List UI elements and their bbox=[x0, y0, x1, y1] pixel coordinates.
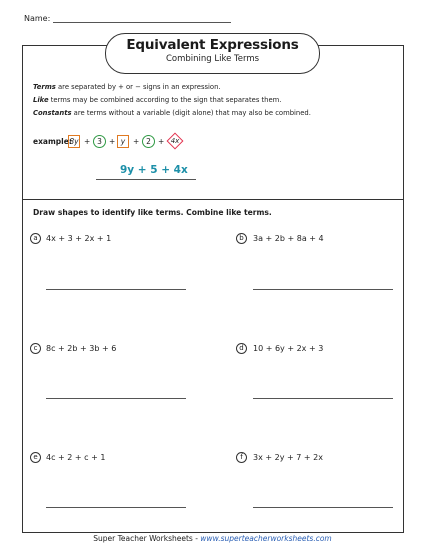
rule-term: Like bbox=[33, 96, 49, 104]
answer-line[interactable] bbox=[46, 289, 186, 290]
problem-letter-badge: b bbox=[236, 233, 247, 244]
answer-line[interactable] bbox=[253, 398, 393, 399]
name-label: Name: bbox=[24, 14, 51, 23]
problem-expression: 10 + 6y + 2x + 3 bbox=[253, 344, 324, 353]
circle-term: 3 bbox=[93, 135, 106, 148]
problem-expression: 3a + 2b + 8a + 4 bbox=[253, 234, 324, 243]
answer-line[interactable] bbox=[253, 289, 393, 290]
plus-sign: + bbox=[133, 137, 140, 146]
rule-text: terms may be combined according to the sign that separates them. bbox=[48, 96, 282, 104]
plus-sign: + bbox=[84, 137, 91, 146]
diamond-term: 4x bbox=[170, 137, 180, 145]
answer-line[interactable] bbox=[46, 507, 186, 508]
problem-expression: 4c + 2 + c + 1 bbox=[46, 453, 106, 462]
footer bbox=[0, 534, 425, 543]
worksheet-title: Equivalent Expressions bbox=[126, 37, 299, 53]
instructions: Draw shapes to identify like terms. Combine like terms. bbox=[33, 208, 272, 217]
answer-line bbox=[96, 179, 196, 180]
name-input-line[interactable] bbox=[53, 14, 231, 23]
square-term: 8y bbox=[69, 137, 79, 146]
problem-expression: 8c + 2b + 3b + 6 bbox=[46, 344, 117, 353]
problem-letter-badge: e bbox=[30, 452, 41, 463]
plus-sign: + bbox=[109, 137, 116, 146]
problem-letter-badge: c bbox=[30, 343, 41, 354]
problem-letter-badge: d bbox=[236, 343, 247, 354]
example-answer: 9y + 5 + 4x bbox=[120, 164, 188, 176]
footer-link[interactable]: www.superteacherworksheets.com bbox=[200, 534, 332, 543]
rule-term: Constants bbox=[33, 109, 72, 117]
answer-line[interactable] bbox=[253, 507, 393, 508]
rule-text: are terms without a variable (digit alone) that may also be combined. bbox=[71, 109, 311, 117]
answer-line[interactable] bbox=[46, 398, 186, 399]
rule-text: are separated by + or − signs in an expression. bbox=[55, 83, 221, 91]
rule-like bbox=[33, 96, 281, 104]
rule-constants bbox=[33, 109, 311, 117]
problem-letter-badge: a bbox=[30, 233, 41, 244]
plus-sign: + bbox=[158, 137, 165, 146]
problem-expression: 4x + 3 + 2x + 1 bbox=[46, 234, 112, 243]
square-term: y bbox=[117, 135, 129, 148]
title-box bbox=[105, 33, 320, 74]
problem-expression: 3x + 2y + 7 + 2x bbox=[253, 453, 323, 462]
circle-term: 2 bbox=[142, 135, 155, 148]
section-divider bbox=[22, 199, 404, 200]
problem-letter-badge: f bbox=[236, 452, 247, 463]
rule-term: Terms bbox=[33, 83, 56, 91]
worksheet-subtitle: Combining Like Terms bbox=[165, 54, 260, 64]
footer-text: Super Teacher Worksheets - bbox=[93, 534, 201, 543]
rule-terms bbox=[33, 83, 221, 91]
name-field-row bbox=[24, 14, 231, 23]
example-label: example: bbox=[33, 137, 72, 146]
